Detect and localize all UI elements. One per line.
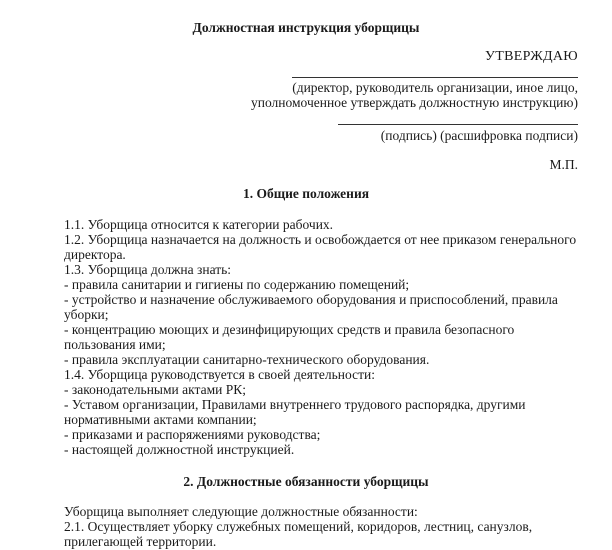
section-1-line: - приказами и распоряжениями руководства;	[64, 427, 321, 442]
section-1-line: - Уставом организации, Правилами внутреннего трудового распорядка, другими	[64, 397, 526, 412]
section-2-line: прилегающей территории.	[64, 534, 217, 549]
section-1-line: 1.1. Уборщица относится к категории рабочих.	[64, 217, 334, 232]
section-1-line: - законодательными актами РК;	[64, 382, 246, 397]
section-1-heading: 1. Общие положения	[242, 186, 370, 201]
document-title: Должностная инструкция уборщицы	[192, 20, 420, 35]
section-1-line: - устройство и назначение обслуживаемого оборудования и приспособлений, правила	[64, 292, 558, 307]
approver-position-caption-2: уполномоченное утверждать должностную инструкцию)	[251, 95, 578, 110]
section-1-line: уборки;	[64, 307, 109, 322]
approver-position-caption-1: (директор, руководитель организации, иное лицо,	[292, 80, 578, 95]
section-1-line: 1.4. Уборщица руководствуется в своей деятельности:	[64, 367, 375, 382]
section-1-line: - настоящей должностной инструкцией.	[64, 442, 295, 457]
section-1-line: 1.2. Уборщица назначается на должность и освобождается от нее приказом генерального	[64, 232, 577, 247]
seal-label: М.П.	[549, 157, 578, 172]
section-1-line: пользования ими;	[64, 337, 166, 352]
section-2-line: Уборщица выполняет следующие должностные обязанности:	[64, 504, 418, 519]
section-1-line: - концентрацию моющих и дезинфицирующих средств и правила безопасного	[64, 322, 515, 337]
section-1-line: - правила эксплуатации санитарно-технического оборудования.	[64, 352, 430, 367]
section-2-line: 2.1. Осуществляет уборку служебных помещений, коридоров, лестниц, санузлов,	[64, 519, 533, 534]
signature-line	[338, 124, 578, 125]
section-1-line: - правила санитарии и гигиены по содержанию помещений;	[64, 277, 410, 292]
section-1-line: 1.3. Уборщица должна знать:	[64, 262, 232, 277]
approver-name-line	[292, 77, 578, 78]
section-2-heading: 2. Должностные обязанности уборщицы	[183, 474, 429, 489]
approval-label: УТВЕРЖДАЮ	[485, 49, 578, 64]
section-1-line: нормативными актами компании;	[64, 412, 257, 427]
signature-caption: (подпись) (расшифровка подписи)	[380, 128, 578, 143]
section-1-line: директора.	[64, 247, 126, 262]
